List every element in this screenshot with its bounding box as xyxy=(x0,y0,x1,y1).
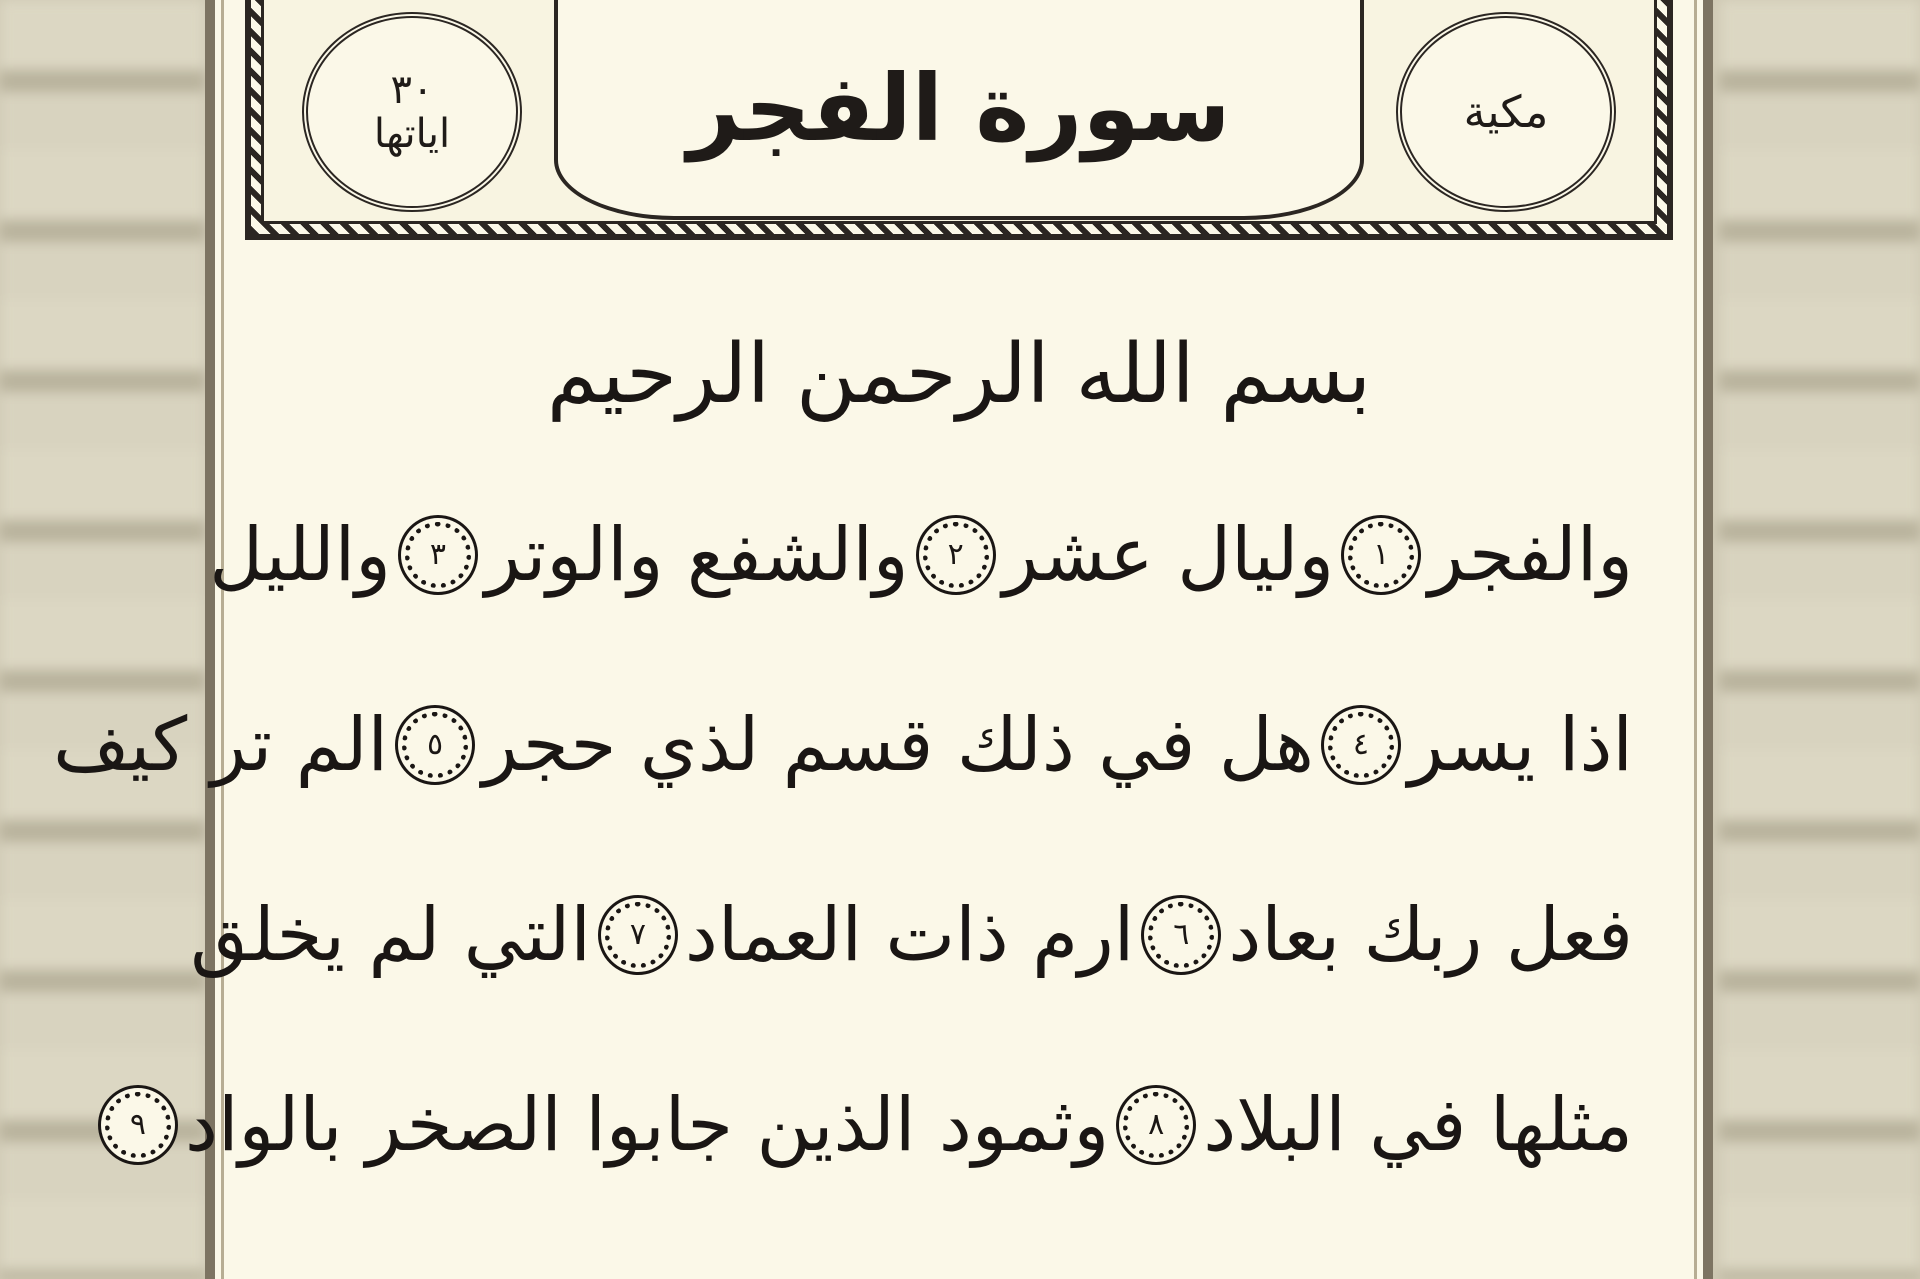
surah-header xyxy=(245,0,1673,240)
verse-text: والشفع والوتر xyxy=(484,512,909,598)
verse-text: ارم ذات العماد xyxy=(684,892,1135,978)
ayah-number-marker: ٢ xyxy=(923,522,989,588)
verse-text: وثمود الذين جابوا الصخر بالواد xyxy=(184,1082,1110,1168)
ayah-number-marker: ٥ xyxy=(402,712,468,778)
header-frame xyxy=(261,0,1657,224)
blurred-background-right xyxy=(1720,0,1920,1279)
blurred-background-left xyxy=(0,0,205,1279)
verse-text: مثلها في البلاد xyxy=(1203,1082,1633,1168)
verse-text: والليل xyxy=(209,512,391,598)
verse-text: فعل ربك بعاد xyxy=(1228,892,1633,978)
verse-line-2 xyxy=(53,650,1663,840)
verse-line-1 xyxy=(209,460,1663,650)
basmala: بسم الله الرحمن الرحيم xyxy=(546,327,1372,422)
quran-page xyxy=(53,0,1713,1279)
ayah-number-marker: ٩ xyxy=(105,1092,171,1158)
ayah-number-marker: ٤ xyxy=(1328,712,1394,778)
verse-text: الم تر كيف xyxy=(53,702,389,788)
ayah-number-marker: ٨ xyxy=(1123,1092,1189,1158)
title-cartouche xyxy=(554,0,1364,220)
ayah-number-marker: ٧ xyxy=(605,902,671,968)
verse-text: وليال عشر xyxy=(1002,512,1335,598)
ayah-number-marker: ٣ xyxy=(405,522,471,588)
surah-title: سورة الفجر xyxy=(687,54,1231,162)
ayah-number-marker: ١ xyxy=(1348,522,1414,588)
verse-count-medallion xyxy=(302,12,522,212)
revelation-type: مكية xyxy=(1463,86,1549,138)
verse-text: التي لم يخلق xyxy=(190,892,591,978)
verse-line-3 xyxy=(190,840,1663,1030)
basmala-line xyxy=(255,290,1663,460)
verse-line-4 xyxy=(129,1030,1663,1220)
verse-text: اذا يسر xyxy=(1407,702,1633,788)
ayah-number-marker: ٦ xyxy=(1148,902,1214,968)
verse-count-label: اياتها xyxy=(373,111,451,157)
revelation-medallion xyxy=(1396,12,1616,212)
verse-text-area xyxy=(53,290,1663,1220)
verse-text: والفجر xyxy=(1428,512,1633,598)
verse-count: ٣٠ xyxy=(390,67,434,113)
verse-text: هل في ذلك قسم لذي حجر xyxy=(482,702,1314,788)
